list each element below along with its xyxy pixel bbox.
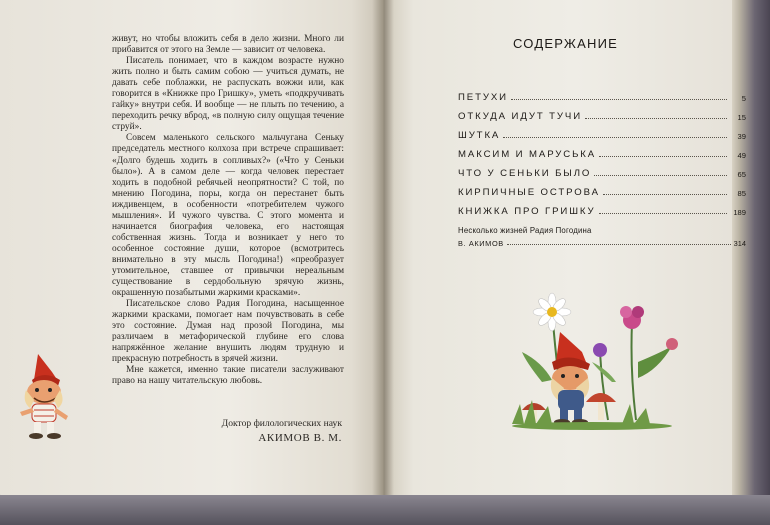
dot-leader <box>585 117 727 119</box>
toc-entry-page: 49 <box>737 151 746 160</box>
toc-entry <box>458 198 746 217</box>
toc-entry-title: ШУТКА <box>458 130 501 141</box>
toc-entry-title: ПЕТУХИ <box>458 92 508 103</box>
page-edge <box>732 0 770 525</box>
afterword-text <box>112 34 344 388</box>
toc-entry <box>458 179 746 198</box>
dot-leader <box>599 155 727 157</box>
toc-note-title: Несколько жизней Радия Погодина <box>458 226 592 235</box>
toc-title: СОДЕРЖАНИЕ <box>513 36 619 51</box>
dot-leader <box>603 193 727 195</box>
dot-leader <box>599 212 727 214</box>
toc-entry-page: 85 <box>737 189 746 198</box>
right-page <box>382 0 732 500</box>
toc-entry-title: ЧТО У СЕНЬКИ БЫЛО <box>458 168 592 179</box>
toc-note-author: В. АКИМОВ <box>458 239 504 248</box>
gnome-illustration <box>4 350 82 442</box>
paragraph: Совсем маленького сельского мальчугана Сеньку председатель местного колхоза при встрече спрашивает: «Долго будешь ходить в сопливых?» («Что у Сеньки было»). А в самом деле — когда человек перестает ходить в подобной ребячьей неопрятности? С той, по мнению Погодина, поры, когда он перестанет быть иждивенцем, в особенности «потребителем чужого мышления». И чужого чувства. С этого момента и начинается биография человека, его настоящая собственная жизнь. Тогда и возникает у него то особенное состояние души, которое (всмотритесь внимательно в эту мысль Погодина!) «преобразует утомительное, ставшее от привычки нереальным существование в сердобольную зрячую жизнь, окрашенную позабытыми жаркими красками». <box>112 133 344 299</box>
paragraph: Писатель понимает, что в каждом возрасте нужно жить полно и быть самим собою — учиться думать, не давать себе поблажки, не распускать вожжи или, как говорится в «Книжке про Гришку», уметь «подкручивать гайку» внутри себя. И вообще — не плыть по течению, а переходить речку вброд, «в полную силу ощущая течение струй». <box>112 56 344 133</box>
toc-note-page: 314 <box>733 239 746 248</box>
paragraph: Писательское слово Радия Погодина, насыщенное жаркими красками, помогает нам почувствовать в себе это состояние. Думая над прозой Погодина, мы различаем в метафорической глубине его слова напряжённое желание внушить людям трудную и прекрасную потребность в зрячей жизни. <box>112 299 344 365</box>
toc-entry-page: 15 <box>737 113 746 122</box>
dot-leader <box>503 136 727 138</box>
gnome-with-flowers-illustration <box>512 292 722 432</box>
signature-name: АКИМОВ В. М. <box>258 432 342 444</box>
toc-note-entry <box>458 239 746 248</box>
table-of-contents <box>458 84 746 217</box>
toc-entry-page: 65 <box>737 170 746 179</box>
toc-entry-title: КИРПИЧНЫЕ ОСТРОВА <box>458 187 600 198</box>
dot-leader <box>594 174 727 176</box>
paragraph: живут, но чтобы вложить себя в дело жизни. Много ли прибавится от этого на Земле — зависит от человека. <box>112 34 344 56</box>
book-gutter <box>372 0 394 500</box>
toc-entry-page: 189 <box>733 208 746 217</box>
paragraph: Мне кажется, именно такие писатели заслуживают право на нашу читательскую любовь. <box>112 365 344 387</box>
signature-role: Доктор филологических наук <box>221 418 342 429</box>
toc-entry <box>458 141 746 160</box>
toc-entry <box>458 160 746 179</box>
dot-leader <box>511 98 727 100</box>
toc-entry <box>458 122 746 141</box>
toc-entry <box>458 103 746 122</box>
toc-entry <box>458 84 746 103</box>
table-surface <box>0 495 770 525</box>
left-page <box>0 0 382 500</box>
toc-entry-page: 39 <box>737 132 746 141</box>
toc-entry-title: МАКСИМ И МАРУСЬКА <box>458 149 597 160</box>
toc-entry-title: ОТКУДА ИДУТ ТУЧИ <box>458 111 583 122</box>
toc-entry-page: 5 <box>741 94 746 103</box>
toc-entry-title: КНИЖКА ПРО ГРИШКУ <box>458 206 596 217</box>
dot-leader <box>507 243 731 245</box>
